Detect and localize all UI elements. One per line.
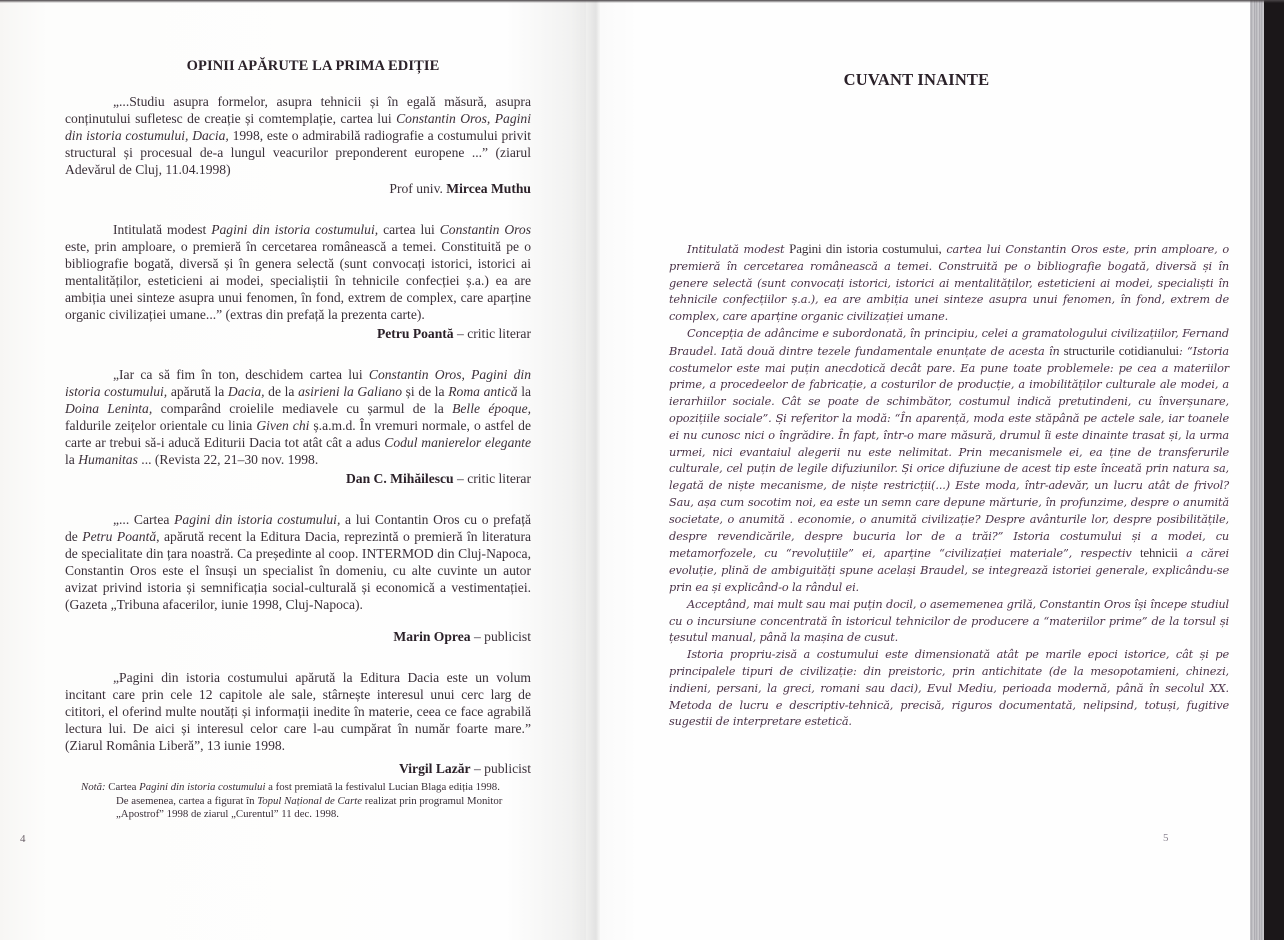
text-run: cartea lui Constantin Oros este, prin amploare, o premieră în cercetarea românească a temei. Construită pe o bibliografie bogată, diversă și în genere selectă (sunt convocați istorici, istorici ai mentalităților, esteticieni ai modei, specialiști în tehnicile confecțiilor ș.a.), ea are ambiția unei sinteze asupra unui fenomen, în fond, extrem de complex, care aparține organic civilizației umane. bbox=[669, 243, 1229, 324]
text-run: la bbox=[65, 452, 79, 467]
text-run: a cărei evoluție, plină de ambiguități spune același Braudel, se integrează istoriei generale, explicându-se prin ea și explicând-o la rândul ei. bbox=[669, 547, 1229, 594]
text-run: de la bbox=[264, 384, 299, 399]
left-page-content bbox=[65, 58, 531, 795]
opinion-block bbox=[65, 511, 531, 645]
italic-run: Constantin Oros, Pagini din istoria costumului, bbox=[65, 367, 531, 399]
background-surface bbox=[1264, 0, 1284, 940]
text-run: ș.a.m.d. În vremuri normale, o astfel de carte ar trebui să-i aducă Editurii Dacia tot atât cât a adus bbox=[65, 418, 531, 450]
italic-run: Roma antică bbox=[448, 384, 518, 399]
page-number-right: 5 bbox=[1163, 832, 1169, 844]
left-page-title: OPINII APĂRUTE LA PRIMA EDIȚIE bbox=[186, 58, 440, 74]
opinion-attribution bbox=[65, 325, 531, 342]
text-run: în bbox=[1048, 344, 1060, 358]
text-run: Cartea bbox=[105, 781, 140, 793]
opinion-attribution bbox=[65, 760, 531, 777]
italic-run: Pagini din istoria costumului bbox=[139, 781, 266, 793]
right-page-title: CUVANT INAINTE bbox=[843, 70, 990, 89]
right-page-content bbox=[669, 241, 1229, 731]
foreword-paragraph bbox=[669, 597, 1229, 647]
author-title: Prof univ. bbox=[389, 181, 443, 196]
text-run: ... (Revista 22, 21–30 nov. 1998. bbox=[137, 452, 319, 467]
opinion-quote bbox=[65, 511, 531, 613]
italic-run: Constantin Oros, Pagini din istoria costumului, Dacia, bbox=[65, 111, 531, 143]
text-run: cartea lui bbox=[378, 222, 440, 237]
italic-run: Pagini din istoria costumului, bbox=[174, 512, 341, 527]
foreword-paragraph bbox=[669, 241, 1229, 326]
footnote-line-1 bbox=[106, 781, 500, 793]
text-run: Istoria propriu-zisă a costumului este dimensionată atât pe marile epoci istorice, cât și pe principalele tipuri de civilizație: din preistoric, prin antichitate (de la mesopotamieni, chinezi, indieni, persani, la greci, romani sau daci), Evul Mediu, perioada modernă, până în secolul XX. Metoda de lucru e descriptiv-tehnică, precisă, riguros documentată, nelipsind, totuși, fugitive sugestii de interpretare estetică. bbox=[669, 648, 1229, 729]
top-shadow bbox=[0, 0, 1284, 3]
italic-run: Codul manierelor elegante bbox=[384, 435, 531, 450]
text-run: „... Cartea bbox=[113, 512, 175, 527]
opinion-block bbox=[65, 669, 531, 777]
foreword-paragraph bbox=[669, 647, 1229, 731]
italic-run: Constantin Oros bbox=[439, 222, 532, 237]
opinion-quote bbox=[65, 366, 531, 468]
opinion-block bbox=[65, 366, 531, 487]
author-role: – critic literar bbox=[457, 326, 531, 341]
author-role: – publicist bbox=[473, 629, 531, 644]
footnote-line-2 bbox=[81, 795, 531, 822]
author-name: Mircea Muthu bbox=[446, 181, 531, 196]
opinion-attribution bbox=[65, 470, 531, 487]
text-run: apărută la bbox=[167, 384, 228, 399]
author-name: Marin Oprea bbox=[393, 629, 471, 644]
text-run: realizat prin programul Monitor „Apostrof” 1998 de ziarul „Curentul” 11 dec. 1998. bbox=[116, 794, 503, 820]
opinion-attribution bbox=[65, 180, 531, 197]
text-run: este, prin amploare, o premieră în cercetarea românească a temei. Constituită pe o bibliografie bogată, diversă și în genera selectă (sunt convocați istorici, istorici ai mentalităților, esteticieni ai modei, specialiștii în tehnicile confecției ș.a.) ea are ambiția unei sinteze asupra unui fenomen, în fond, extrem de complex, care aparține organic civilizației umane...” (extras din prefață la prezenta carte). bbox=[65, 239, 531, 322]
text-run: Concepția de adâncime e subordonată, în principiu, celei a gramatologului civilizațiilor, Fernand Braudel. Iată două dintre tezele fundamentale enunțate de acesta bbox=[669, 326, 1229, 358]
italic-run: Petru Poantă bbox=[82, 529, 157, 544]
author-role: – publicist bbox=[473, 761, 531, 776]
author-name: Dan C. Mihăilescu bbox=[345, 471, 454, 486]
page-number-left: 4 bbox=[20, 833, 26, 845]
text-run: : “Istoria costumelor este mai puțin anecdotică decât pare. Ea pune toate problemele: pe cea a materiilor prime, a procedeelor de fabricație, a costurilor de producție, a imobilităților culturale ale modei, a ierarhiilor sociale. Cât se poate de schimbător, costumul indică pretutindeni, cu înverșunare, opozițiile sociale”. Și referitor la modă: “În aparență, moda este stăpână pe actele sale, iar toanele ei nu cunosc nici o îngrădire. În fapt, într-o mare măsură, drumul îi este dinainte trasat și, la urma urmei, nici evantaiul alegerii nu este nelimitat. Prin mecanismele ei, ea ține de transferurile culturale, cel puțin de legile difuziunilor. Și orice difuziune de acest tip este înceată prin natura sa, legată de niște mecanisme, de niște restricții(...) Este moda, într-adevăr, un lucru atât de frivol? Sau, așa cum socotim noi, ea este un semn care depune mărturie, în profunzime, despre o anumită societate, o anumită . economie, o anumită civilizație? Despre avânturile lor, despre posibilitățile, despre revendicările, despre bucuria lor de a trăi?” Istoria costumului și a modei, cu metamorfozele, cu “revoluțiile” ei, aparține “civilizației materiale”, respectiv bbox=[669, 344, 1229, 561]
text-run: De asemenea, cartea a figurat în bbox=[116, 794, 258, 807]
upright-run: tehnicii bbox=[1139, 545, 1178, 561]
author-role: – critic literar bbox=[457, 471, 531, 486]
footnote bbox=[81, 781, 531, 822]
text-run: „Iar ca să fim în ton, deschidem cartea lui bbox=[113, 367, 369, 382]
text-run: , apărută recent la Editura Dacia, reprezintă o premieră în literatura de specialitate din țara noastră. Ca președinte al coop. INTERMOD din Cluj-Napoca, Constantin Oros este el însuși un specialist în domeniu, cu alte cuvinte un autor avizat privind istoria și semnificația social-culturală și economică a vestimentației. (Gazeta „Tribuna afacerilor, iunie 1998, Cluj-Napoca). bbox=[65, 529, 532, 612]
foreword-paragraph bbox=[669, 326, 1229, 597]
text-run: Intitulată modest bbox=[113, 222, 212, 237]
text-run: 1998, este o admirabilă radiografie a costumului privit structural și procesual de-a lungul veacurilor preponderent europene ...” (ziarul Adevărul de Cluj, 11.04.1998) bbox=[65, 128, 531, 177]
text-run: Acceptând, mai mult sau mai puțin docil, o asememenea grilă, Constantin Oros își începe studiul cu o incursiune concentrată în istoricul tehnicilor de producere a “materiilor prime” de la torsul și țesutul manual, până la mașina de cusut. bbox=[669, 597, 1229, 645]
text-run: comparând croielile mediavele cu șarmul de la bbox=[152, 401, 453, 416]
text-run: Intitulată modest bbox=[687, 243, 790, 256]
author-name: Petru Poantă bbox=[376, 326, 454, 341]
italic-run: Given chi bbox=[256, 418, 310, 433]
italic-run: asirieni la Galiano bbox=[298, 384, 402, 399]
footnote-label: Notă: bbox=[81, 781, 106, 793]
opinion-quote bbox=[65, 221, 531, 323]
italic-run: Belle époque, bbox=[452, 401, 531, 416]
text-run: a fost premiată la festivalul Lucian Blaga ediția 1998. bbox=[265, 781, 500, 793]
upright-run: Pagini din istoria costumului, bbox=[789, 241, 942, 256]
italic-run: Doina Leninta, bbox=[65, 401, 153, 416]
opinion-attribution bbox=[65, 628, 531, 645]
opinion-quote bbox=[65, 669, 531, 754]
opinion-block bbox=[65, 93, 531, 197]
text-run: a lui Contantin Oros cu o prefață de bbox=[65, 512, 532, 544]
opinion-block bbox=[65, 221, 531, 342]
text-run: „...Studiu asupra formelor, asupra tehnicii și în egală măsură, asupra conținutului sufletesc de creație și comtemplație, cartea lui bbox=[65, 94, 531, 126]
text-run: faldurile zeițelor orientale cu linia bbox=[65, 418, 257, 433]
italic-run: Topul Național de Carte bbox=[257, 794, 363, 807]
text-run: la bbox=[517, 384, 532, 399]
italic-run: Humanitas bbox=[78, 452, 138, 467]
italic-run: Pagini din istoria costumului, bbox=[211, 222, 379, 237]
text-run: și de la bbox=[402, 384, 449, 399]
upright-run: structurile cotidianului bbox=[1059, 342, 1180, 358]
author-name: Virgil Lazăr bbox=[398, 761, 471, 776]
text-run: „Pagini din istoria costumului apărută la Editura Dacia este un volum incitant care prin cele 12 capitole ale sale, stârnește interesul unui cerc larg de cititori, el oferind multe noutăți și informații inedite în materie, ceea ce face agrabilă lectura lui. De aici și interesul celor care l-au cumpărat în număr foarte mare.” (Ziarul România Liberă”, 13 iunie 1998. bbox=[65, 670, 531, 753]
opinion-quote bbox=[65, 93, 531, 178]
italic-run: Dacia, bbox=[227, 384, 265, 399]
page-stack-edge bbox=[1250, 0, 1264, 940]
